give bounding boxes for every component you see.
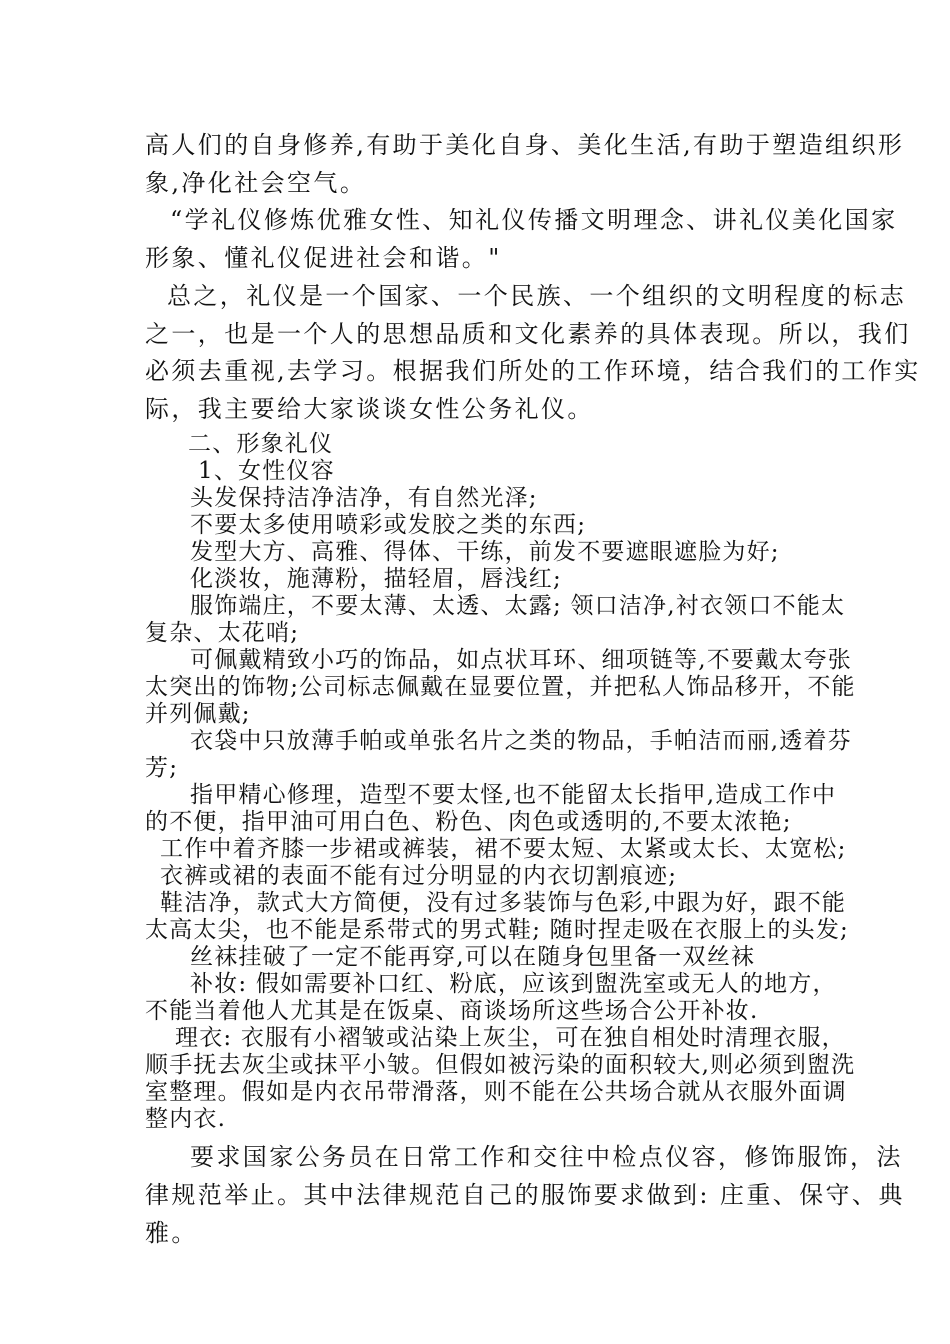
text-line: 并列佩戴; [145,701,251,727]
text-line: 太高太尖，也不能是系带式的男式鞋; 随时捏走吸在衣服上的头发; [145,917,850,943]
text-line: 芳; [145,755,179,781]
text-line: 丝袜挂破了一定不能再穿,可以在随身包里备一双丝袜 [190,944,756,970]
text-line: 理衣: 衣服有小褶皱或沾染上灰尘，可在独自相处时清理衣服， [175,1025,846,1051]
text-line: 服饰端庄，不要太薄、太透、太露; 领口洁净,衬衣领口不能太 [190,593,846,619]
text-line: 高人们的自身修养,有助于美化自身、美化生活,有助于塑造组织形 [145,131,905,159]
text-line: 不能当着他人尤其是在饭桌、商谈场所这些场合公开补妆. [145,998,759,1024]
text-line: 工作中着齐膝一步裙或裤装，裙不要太短、太紧或太长、太宽松; [160,836,847,862]
text-line: 之一，也是一个人的思想品质和文化素养的具体表现。所以，我们 [145,320,911,348]
text-line: 复杂、太花哨; [145,620,300,646]
text-line: 雅。 [145,1219,198,1247]
text-line: 的不便，指甲油可用白色、粉色、肉色或透明的,不要太浓艳; [145,809,792,835]
text-line: 鞋洁净，款式大方简便，没有过多装饰与色彩,中跟为好，跟不能 [160,890,847,916]
text-line: 律规范举止。其中法律规范自己的服饰要求做到: 庄重、保守、典 [145,1181,905,1209]
text-line: 衣裤或裙的表面不能有过分明显的内衣切割痕迹; [160,863,678,889]
text-line: 化淡妆，施薄粉，描轻眉，唇浅红; [190,566,562,592]
text-line: 头发保持洁净洁净，有自然光泽; [190,485,538,511]
section-heading: 二、形象礼仪 [188,431,334,457]
text-line: 可佩戴精致小巧的饰品，如点状耳环、细项链等,不要戴太夸张 [190,647,852,673]
text-line: 顺手抚去灰尘或抹平小皱。但假如被污染的面积较大,则必须到盥洗 [145,1052,856,1078]
subsection-heading: 1、女性仪容 [198,458,335,484]
text-line: 补妆: 假如需要补口红、粉底，应该到盥洗室或无人的地方， [190,971,837,997]
text-line: 象,净化社会空气。 [145,169,367,197]
text-line: 不要太多使用喷彩或发胶之类的东西; [190,512,587,538]
text-line: 总之，礼仪是一个国家、一个民族、一个组织的文明程度的标志 [167,282,907,310]
text-line: 要求国家公务员在日常工作和交往中检点仪容，修饰服饰，法 [190,1143,903,1171]
text-line: 际，我主要给大家谈谈女性公务礼仪。 [145,395,594,423]
text-line: 指甲精心修理，造型不要太怪,也不能留太长指甲,造成工作中 [190,782,837,808]
text-line: 室整理。假如是内衣吊带滑落，则不能在公共场合就从衣服外面调 [145,1079,847,1105]
text-line: 形象、懂礼仪促进社会和谐。" [145,244,502,272]
text-line: 太突出的饰物;公司标志佩戴在显要位置，并把私人饰品移开，不能 [145,674,856,700]
text-line: 衣袋中只放薄手帕或单张名片之类的物品，手帕洁而丽,透着芬 [190,728,852,754]
text-line: “学礼仪修炼优雅女性、知礼仪传播文明理念、讲礼仪美化国家 [170,206,898,234]
text-line: 整内衣. [145,1106,227,1132]
text-line: 发型大方、高雅、得体、干练，前发不要遮眼遮脸为好; [190,539,780,565]
text-line: 必须去重视,去学习。根据我们所处的工作环境，结合我们的工作实 [145,357,921,385]
